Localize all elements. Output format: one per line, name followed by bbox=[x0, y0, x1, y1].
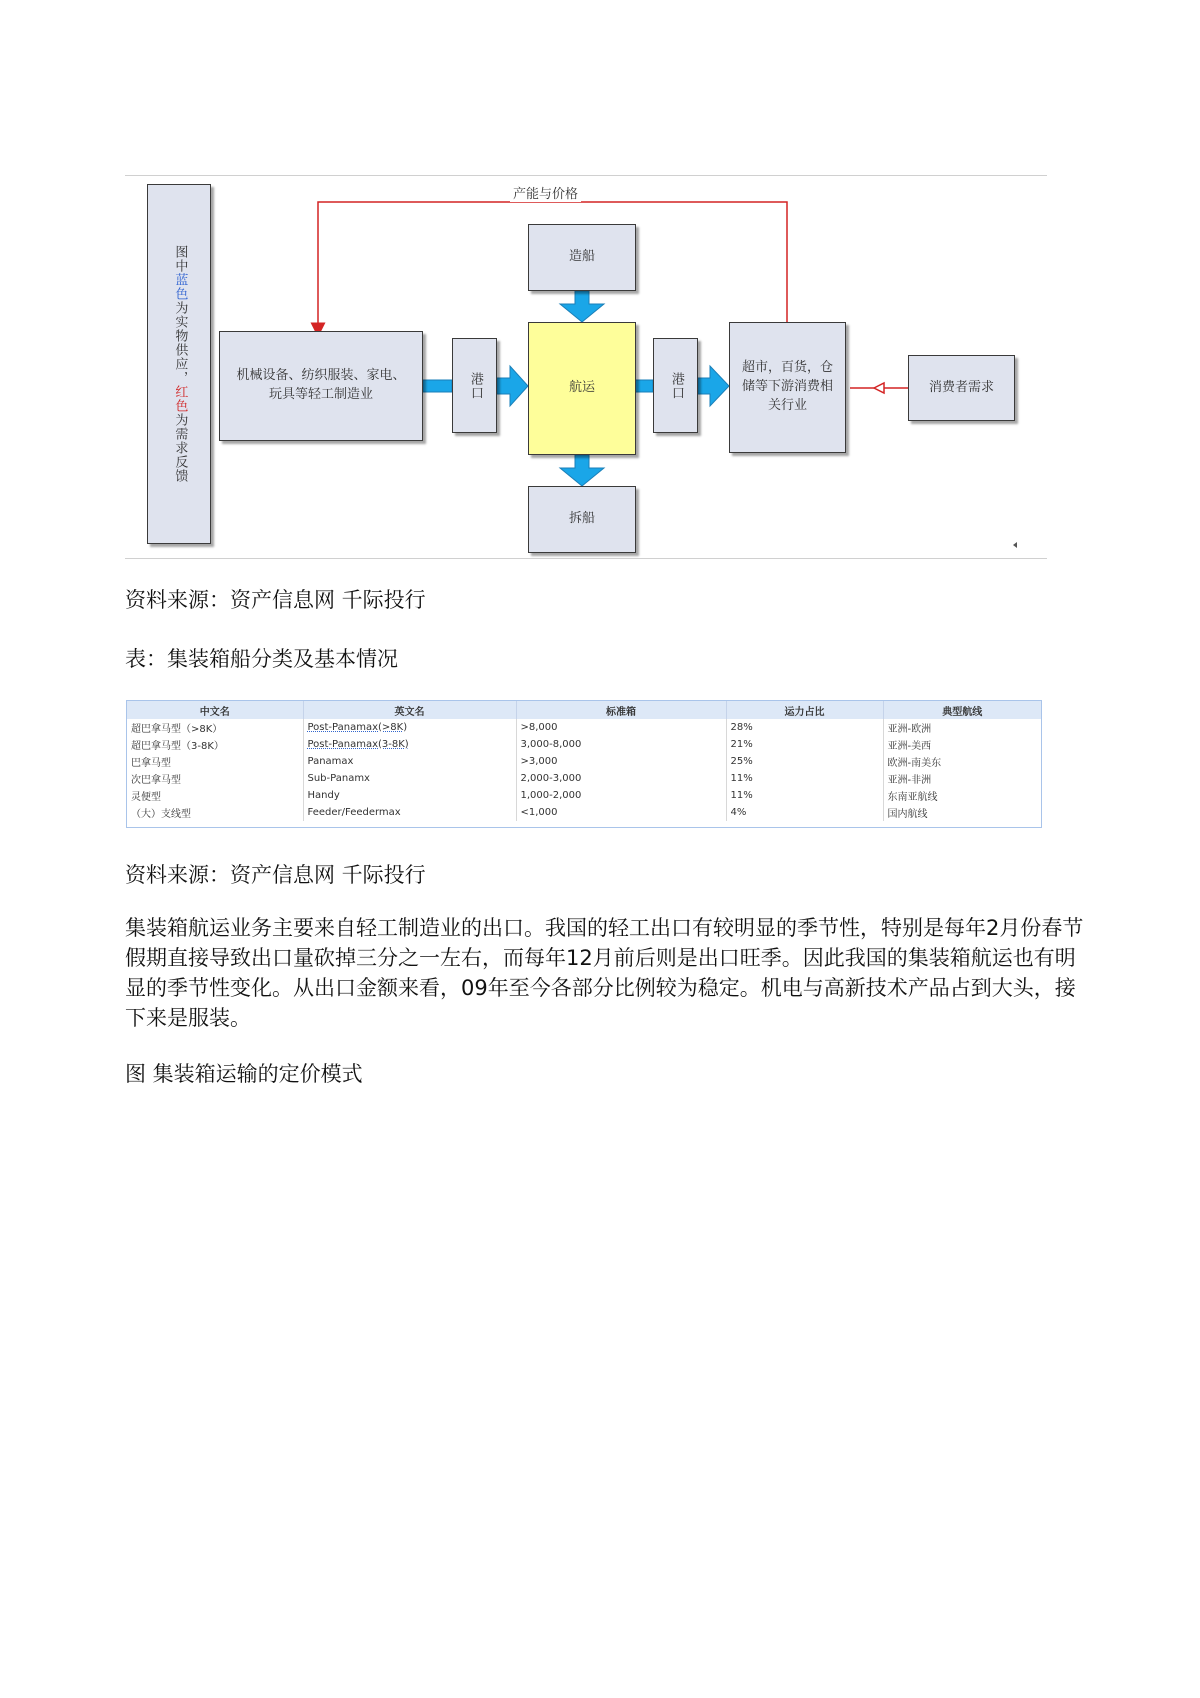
body-paragraph: 集装箱航运业务主要来自轻工制造业的出口。我国的轻工出口有较明显的季节性，特别是每年2月份春节假期直接导致出口量砍掉三分之一左右，而每年12月前后则是出口旺季。因此我国的集装箱航运也有明显的季节性变化。从出口金额来看，09年至今各部分比例较为稳定。机电与高新技术产品占到大头，接下来是服装。 bbox=[125, 916, 1084, 1030]
table-row bbox=[127, 753, 1041, 770]
cell-en-name: Panamax bbox=[303, 753, 516, 770]
source-caption-2: 资料来源：资产信息网 千际投行 bbox=[125, 863, 426, 887]
cell-teu: 1,000-2,000 bbox=[516, 787, 726, 804]
table-row bbox=[127, 770, 1041, 787]
cell-en-name: Post-Panamax(3-8K) bbox=[303, 736, 516, 753]
cell-cn-name: （大）支线型 bbox=[127, 804, 303, 821]
table-row bbox=[127, 736, 1041, 753]
cell-capacity-share: 25% bbox=[726, 753, 883, 770]
ship-classification-table bbox=[126, 700, 1042, 828]
cell-capacity-share: 4% bbox=[726, 804, 883, 821]
table-header-row bbox=[127, 701, 1041, 719]
demand-arrow-head bbox=[874, 383, 884, 393]
header-teu: 标准箱 bbox=[516, 701, 726, 719]
retail-label-line1: 超市，百货，仓 bbox=[741, 360, 833, 376]
retail-label-line2: 储等下游消费相 bbox=[741, 379, 833, 395]
cell-teu: >8,000 bbox=[516, 719, 726, 736]
legend-text: 图中蓝色为实物供应，红色为需求反馈 bbox=[172, 245, 188, 483]
shipping-label: 航运 bbox=[568, 380, 595, 396]
port-right-box bbox=[653, 338, 698, 433]
cell-cn-name: 灵便型 bbox=[127, 787, 303, 804]
cell-typical-route: 欧洲-南美东 bbox=[887, 758, 942, 769]
shipbuilding-label: 造船 bbox=[568, 249, 595, 265]
cell-teu: <1,000 bbox=[516, 804, 726, 821]
source-caption-1: 资料来源：资产信息网 千际投行 bbox=[125, 588, 426, 612]
cell-cn-name: 次巴拿马型 bbox=[127, 770, 303, 787]
cell-teu: 2,000-3,000 bbox=[516, 770, 726, 787]
header-en-name: 英文名 bbox=[303, 701, 516, 719]
manufacturing-label-line1: 机械设备、纺织服装、家电、 bbox=[236, 368, 406, 384]
shipbuilding-box bbox=[528, 224, 636, 291]
feedback-label: 产能与价格 bbox=[510, 183, 581, 202]
supply-arrow-port-to-shipping bbox=[497, 366, 528, 406]
cell-en-name: Feeder/Feedermax bbox=[303, 804, 516, 821]
supply-arrow-shipbreaking-down bbox=[560, 455, 604, 486]
cell-typical-route: 亚洲-非洲 bbox=[887, 775, 932, 786]
table-row bbox=[127, 719, 1041, 736]
header-capacity-share: 运力占比 bbox=[726, 701, 883, 719]
cell-capacity-share: 28% bbox=[726, 719, 883, 736]
cell-en-name: Handy bbox=[303, 787, 516, 804]
port-right-label: 港口 bbox=[668, 371, 684, 400]
header-typical-route: 典型航线 bbox=[883, 701, 1041, 719]
shipbreaking-label: 拆船 bbox=[568, 511, 595, 527]
port-left-label: 港口 bbox=[467, 371, 483, 400]
retail-label-line3: 关行业 bbox=[767, 397, 807, 413]
cell-typical-route: 亚洲-美西 bbox=[887, 741, 932, 752]
header-cn-name: 中文名 bbox=[127, 701, 303, 719]
retail-box bbox=[729, 322, 846, 453]
cell-typical-route: 东南亚航线 bbox=[887, 792, 938, 803]
table-row bbox=[127, 804, 1041, 821]
table-row bbox=[127, 787, 1041, 804]
cell-capacity-share: 21% bbox=[726, 736, 883, 753]
cell-teu: >3,000 bbox=[516, 753, 726, 770]
manufacturing-label bbox=[236, 367, 405, 405]
supply-arrow-port-to-retail bbox=[698, 366, 729, 406]
supply-arrow-shipbuilding-down bbox=[560, 291, 604, 322]
cell-en-name: Sub-Panamx bbox=[303, 770, 516, 787]
scroll-marker bbox=[1013, 542, 1017, 548]
cell-typical-route: 亚洲-欧洲 bbox=[887, 724, 932, 735]
cell-capacity-share: 11% bbox=[726, 770, 883, 787]
consumer-demand-label: 消费者需求 bbox=[928, 379, 994, 395]
cell-cn-name: 巴拿马型 bbox=[127, 753, 303, 770]
cell-cn-name: 超巴拿马型（3-8K） bbox=[127, 736, 303, 753]
cell-typical-route: 国内航线 bbox=[887, 809, 928, 820]
shipping-box bbox=[528, 322, 636, 455]
manufacturing-label-line2: 玩具等轻工制造业 bbox=[268, 387, 373, 402]
port-left-box bbox=[452, 338, 497, 433]
supply-arrow-mfg-to-port bbox=[423, 380, 452, 392]
supply-arrow-shipping-to-port bbox=[634, 380, 653, 392]
cell-teu: 3,000-8,000 bbox=[516, 736, 726, 753]
table-title: 表：集装箱船分类及基本情况 bbox=[125, 647, 398, 671]
cell-cn-name: 超巴拿马型（>8K） bbox=[127, 719, 303, 736]
shipbreaking-box bbox=[528, 486, 636, 553]
cell-capacity-share: 11% bbox=[726, 787, 883, 804]
ship-table bbox=[127, 701, 1041, 821]
cell-en-name: Post-Panamax(>8K) bbox=[303, 719, 516, 736]
legend-box bbox=[147, 184, 211, 544]
manufacturing-box bbox=[219, 331, 423, 441]
figure-title: 图 集装箱运输的定价模式 bbox=[125, 1062, 363, 1086]
consumer-demand-box bbox=[908, 355, 1015, 421]
retail-label bbox=[742, 359, 833, 416]
